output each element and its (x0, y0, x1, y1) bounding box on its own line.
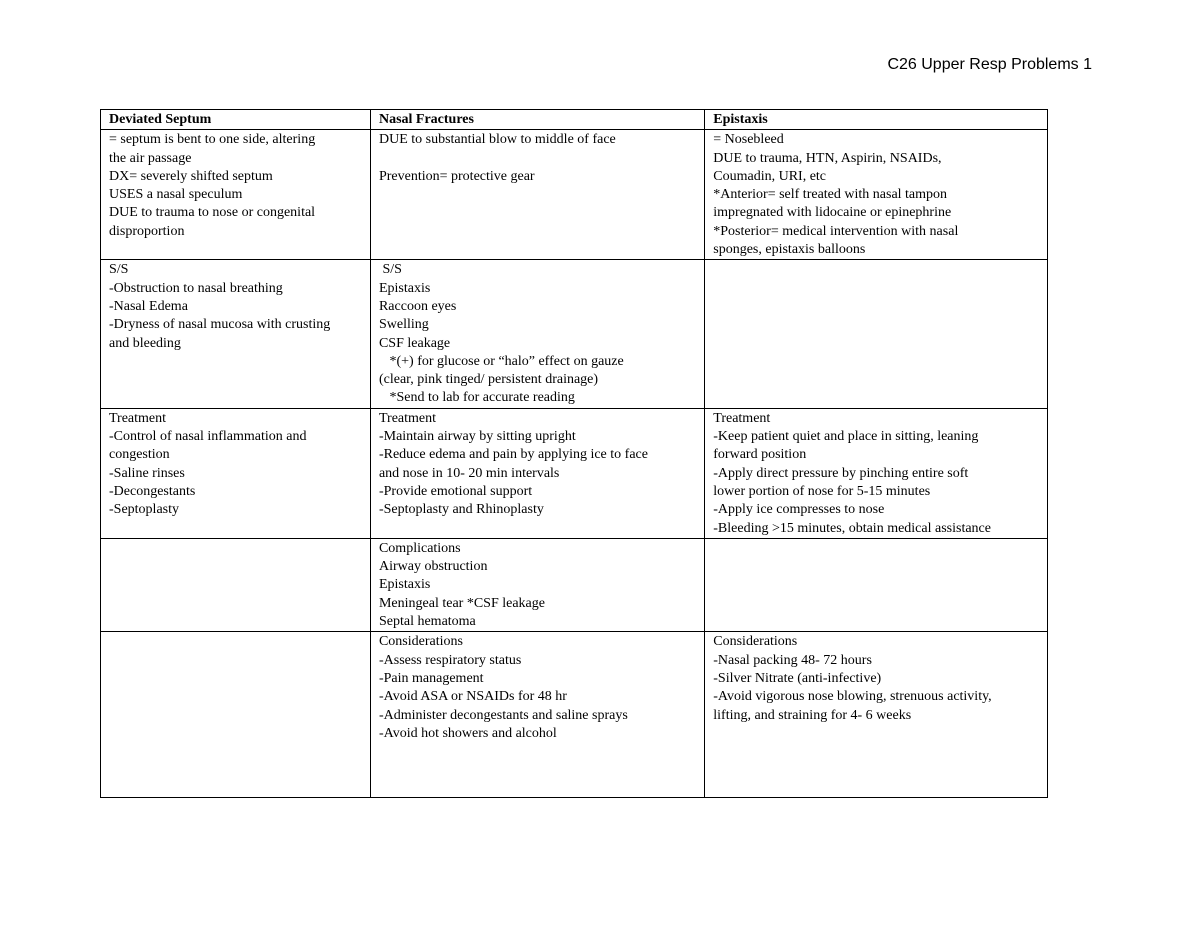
cell-text-line: -Pain management (378, 670, 484, 686)
table-cell (370, 408, 704, 538)
cell-text-line: Considerations (713, 634, 798, 650)
column-header-nasal-fractures: Nasal Fractures (370, 110, 704, 130)
table-cell (370, 538, 704, 631)
cell-text-line: -Avoid vigorous nose blowing, strenuous activity, (713, 689, 992, 705)
cell-text-line: forward position (713, 447, 807, 463)
cell-text-line: -Maintain airway by sitting upright (378, 429, 576, 445)
cell-text-line: -Nasal Edema (109, 298, 188, 314)
cell-text-line: Treatment (109, 410, 167, 426)
table-cell (370, 632, 704, 798)
cell-text-line: Meningeal tear *CSF leakage (378, 595, 545, 611)
cell-text-line: -Avoid hot showers and alcohol (378, 725, 557, 741)
table-cell (101, 538, 371, 631)
table-row-signs-symptoms (101, 260, 1048, 408)
cell-text-line: Airway obstruction (378, 559, 488, 575)
cell-text-line: S/S (378, 262, 402, 278)
cell-text-line: Prevention= protective gear (378, 168, 535, 184)
cell-text-line: -Control of nasal inflammation and (109, 429, 307, 445)
table-cell (705, 632, 1048, 798)
cell-text-line: -Keep patient quiet and place in sitting, leaning (713, 429, 979, 445)
table-header-row (101, 110, 1048, 130)
cell-text-line: congestion (109, 447, 170, 463)
cell-text-line: *Posterior= medical intervention with nasal (713, 223, 959, 239)
table-cell (370, 260, 704, 408)
cell-text-line: CSF leakage (378, 335, 451, 351)
table-cell (101, 130, 371, 260)
cell-text-line: DX= severely shifted septum (109, 168, 273, 184)
table-cell (101, 632, 371, 798)
column-header-epistaxis: Epistaxis (705, 110, 1048, 130)
cell-text-line: *Send to lab for accurate reading (378, 390, 575, 406)
cell-text-line: -Dryness of nasal mucosa with crusting (109, 317, 331, 333)
cell-text-line: -Assess respiratory status (378, 652, 522, 668)
cell-text-line: Septal hematoma (378, 614, 476, 630)
cell-text-line: DUE to trauma to nose or congenital (109, 205, 316, 221)
page-header: C26 Upper Resp Problems 1 (887, 56, 1092, 73)
cell-text-line: USES a nasal speculum (109, 187, 243, 203)
table-cell (370, 130, 704, 260)
cell-text-line: -Septoplasty and Rhinoplasty (378, 502, 544, 518)
cell-text-line: -Reduce edema and pain by applying ice to face (378, 447, 648, 463)
cell-text-line: -Apply direct pressure by pinching entire soft (713, 465, 969, 481)
cell-text-line: -Decongestants (109, 483, 196, 499)
cell-text-line: Coumadin, URI, etc (713, 168, 827, 184)
cell-text-line: -Nasal packing 48- 72 hours (713, 652, 872, 668)
table-cell (705, 260, 1048, 408)
cell-text-line: Raccoon eyes (378, 298, 457, 314)
cell-text-line: -Provide emotional support (378, 483, 533, 499)
table-cell (705, 130, 1048, 260)
cell-text-line: DUE to substantial blow to middle of face (378, 132, 616, 148)
cell-text-line: Treatment (713, 410, 771, 426)
cell-text-line: lower portion of nose for 5-15 minutes (713, 483, 931, 499)
cell-text-line: *(+) for glucose or “halo” effect on gauze (378, 353, 624, 369)
cell-text-line: lifting, and straining for 4- 6 weeks (713, 707, 912, 723)
cell-text-line: (clear, pink tinged/ persistent drainage) (378, 372, 599, 388)
cell-text-line: and nose in 10- 20 min intervals (378, 465, 560, 481)
column-header-deviated-septum: Deviated Septum (101, 110, 371, 130)
info-table (100, 109, 1048, 798)
table-row-complications (101, 538, 1048, 631)
cell-text-line: -Silver Nitrate (anti-infective) (713, 670, 882, 686)
cell-text-line: Swelling (378, 317, 429, 333)
cell-text-line: disproportion (109, 223, 185, 239)
table-cell (101, 260, 371, 408)
cell-text-line (379, 150, 696, 168)
cell-text-line: -Bleeding >15 minutes, obtain medical assistance (713, 520, 991, 536)
cell-text-line: Treatment (378, 410, 437, 426)
cell-text-line: -Obstruction to nasal breathing (109, 280, 283, 296)
cell-text-line: Complications (378, 540, 461, 556)
cell-text-line: and bleeding (109, 335, 181, 351)
cell-text-line: -Apply ice compresses to nose (713, 502, 885, 518)
cell-text-line: Epistaxis (378, 280, 431, 296)
cell-text-line: -Septoplasty (109, 502, 179, 518)
table-cell (705, 408, 1048, 538)
table-row-treatment (101, 408, 1048, 538)
cell-text-line: = septum is bent to one side, altering (109, 132, 316, 148)
table-row-considerations (101, 632, 1048, 798)
cell-text-line: *Anterior= self treated with nasal tampon (713, 187, 948, 203)
table-cell (705, 538, 1048, 631)
cell-text-line: -Administer decongestants and saline sprays (378, 707, 628, 723)
cell-text-line: Considerations (378, 634, 463, 650)
cell-text-line: S/S (109, 262, 129, 278)
table-cell (101, 408, 371, 538)
table-row-definition (101, 130, 1048, 260)
cell-text-line: Epistaxis (378, 577, 431, 593)
cell-text-line: DUE to trauma, HTN, Aspirin, NSAIDs, (713, 150, 942, 166)
cell-text-line: = Nosebleed (713, 132, 784, 148)
cell-text-line: -Saline rinses (109, 465, 185, 481)
cell-text-line: -Avoid ASA or NSAIDs for 48 hr (378, 689, 567, 705)
cell-text-line: sponges, epistaxis balloons (713, 242, 866, 258)
cell-text-line: the air passage (109, 150, 192, 166)
cell-text-line: impregnated with lidocaine or epinephrine (713, 205, 952, 221)
